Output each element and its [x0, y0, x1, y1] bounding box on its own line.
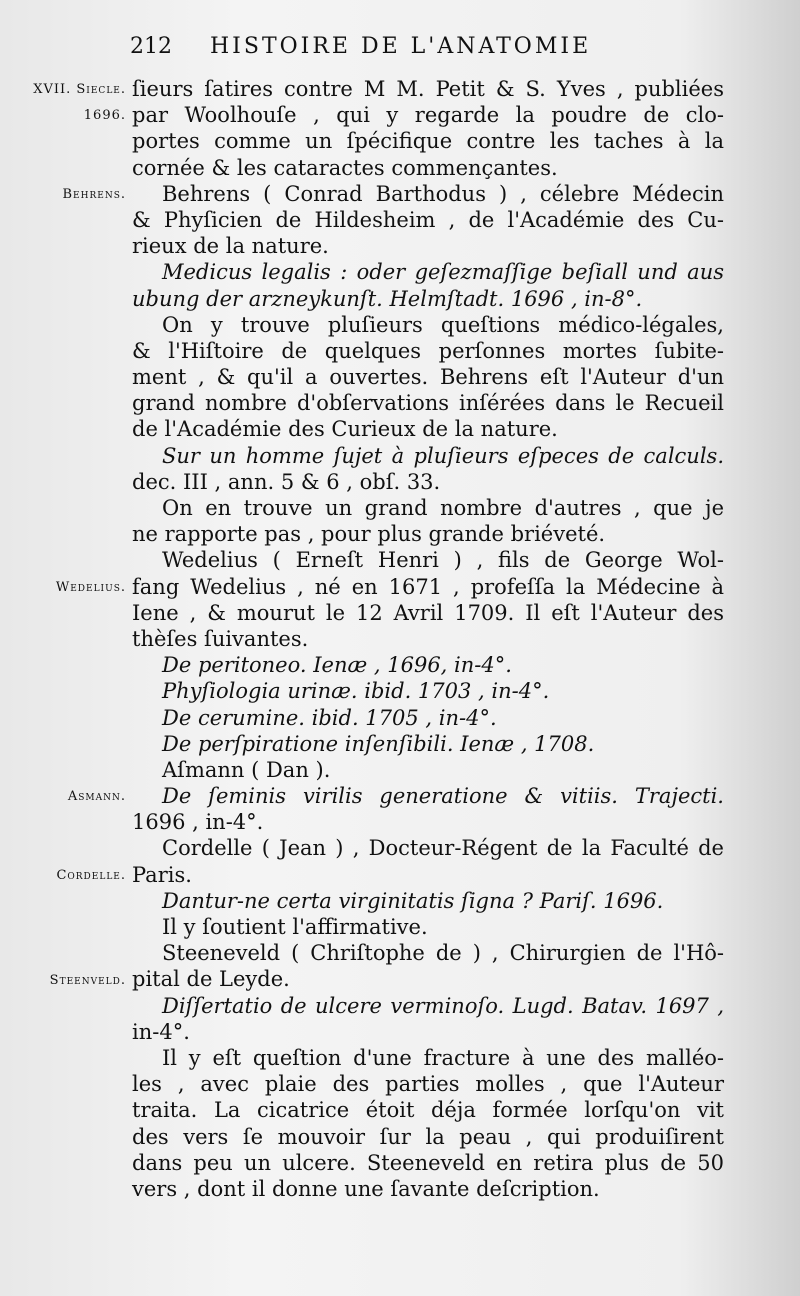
- text-line: De ſeminis virilis generatione & vitiis. Trajecti.: [162, 784, 724, 809]
- text-line: Iene , & mourut le 12 Avril 1709. Il eſt l'Auteur des: [132, 600, 724, 625]
- text-line: ne rapporte pas , pour plus grande briéveté.: [132, 522, 606, 547]
- text-line: par Woolhouſe , qui y regarde la poudre de clo-: [132, 103, 724, 128]
- text-line: On y trouve pluſieurs queſtions médico-légales,: [162, 312, 724, 337]
- text-line: ubung der arzneykunſt. Helmſtadt. 1696 , in-8°.: [132, 286, 643, 311]
- text-line: dans peu un ulcere. Steeneveld en retira plus de 50: [132, 1150, 724, 1175]
- margin-note: Wedelius.: [55, 579, 126, 595]
- text-line: les , avec plaie des parties molles , que l'Auteur: [132, 1072, 724, 1097]
- text-line: vers , dont il donne une ſavante deſcription.: [132, 1176, 600, 1201]
- body-text: [132, 76, 724, 1202]
- text-line: traita. La cicatrice étoit déja formée lorſqu'on vit: [132, 1098, 724, 1123]
- margin-note: Cordelle.: [56, 868, 126, 883]
- text-line: ſieurs ſatires contre M M. Petit & S. Yves , publiées: [132, 77, 724, 101]
- text-line: Wedelius ( Erneſt Henri ) , fils de George Wol-: [162, 548, 724, 573]
- text-line: Il y ſoutient l'affirmative.: [162, 915, 428, 939]
- text-line: in-4°.: [132, 1019, 190, 1044]
- running-title: HISTOIRE DE L'ANATOMIE: [210, 34, 592, 59]
- text-line: De cerumine. ibid. 1705 , in-4°.: [162, 705, 497, 730]
- text-line: pital de Leyde.: [132, 967, 290, 992]
- text-line: Diſſertatio de ulcere verminoſo. Lugd. Batav. 1697 ,: [162, 993, 724, 1018]
- text-line: ment , & qu'il a ouvertes. Behrens eſt l'Auteur d'un: [132, 365, 724, 390]
- text-line: 1696 , in-4°.: [132, 810, 264, 835]
- text-line: Il y eſt queſtion d'une fracture à une des malléo-: [162, 1045, 724, 1070]
- text-line: Sur un homme ſujet à pluſieurs eſpeces de calculs.: [162, 443, 724, 468]
- margin-note: Asmann.: [67, 789, 126, 805]
- text-line: Steeneveld ( Chriſtophe de ) , Chirurgien de l'Hô-: [162, 941, 724, 966]
- text-line: Dantur-ne certa virginitatis ſigna ? Pariſ. 1696.: [162, 888, 664, 913]
- text-line: grand nombre d'obſervations inſérées dans le Recueil: [132, 391, 724, 416]
- text-line: Aſmann ( Dan ).: [162, 757, 331, 782]
- text-line: & Phyſicien de Hildesheim , de l'Académie des Cu-: [132, 207, 724, 232]
- text-line: & l'Hiſtoire de quelques perſonnes mortes ſubite-: [132, 338, 724, 363]
- text-line: Phyſiologia urinæ. ibid. 1703 , in-4°.: [162, 679, 550, 704]
- margin-note: Steenveld.: [49, 972, 126, 988]
- text-line: portes comme un ſpécifique contre les taches à la: [132, 129, 724, 154]
- page-number: 212: [130, 34, 172, 59]
- text-line: dec. III , ann. 5 & 6 , obſ. 33.: [132, 469, 441, 494]
- text-line: de l'Académie des Curieux de la nature.: [132, 417, 558, 442]
- text-line: fang Wedelius , né en 1671 , profeſſa la Médecine à: [132, 574, 724, 599]
- text-line: Cordelle ( Jean ) , Docteur-Régent de la Faculté de: [162, 836, 724, 861]
- text-line: De peritoneo. Ienæ , 1696, in-4°.: [162, 653, 512, 678]
- text-line: Medicus legalis : oder geſezmaſſige beſiall und aus: [162, 260, 724, 285]
- text-line: Paris.: [132, 862, 192, 887]
- text-line: cornée & les cataractes commençantes.: [132, 155, 558, 180]
- text-line: De perſpiratione inſenſibili. Ienæ , 1708.: [162, 731, 595, 756]
- margin-note: 1696.: [83, 108, 126, 124]
- margin-note: XVII. Siecle.: [33, 82, 126, 97]
- running-header: [130, 34, 750, 59]
- text-line: rieux de la nature.: [132, 234, 329, 259]
- text-line: On en trouve un grand nombre d'autres , que je: [162, 496, 724, 520]
- text-line: des vers ſe mouvoir ſur la peau , qui produiſirent: [132, 1124, 724, 1149]
- margin-note: Behrens.: [62, 186, 126, 202]
- text-line: Behrens ( Conrad Barthodus ) , célebre Médecin: [162, 181, 724, 206]
- text-line: thèſes ſuivantes.: [132, 626, 309, 651]
